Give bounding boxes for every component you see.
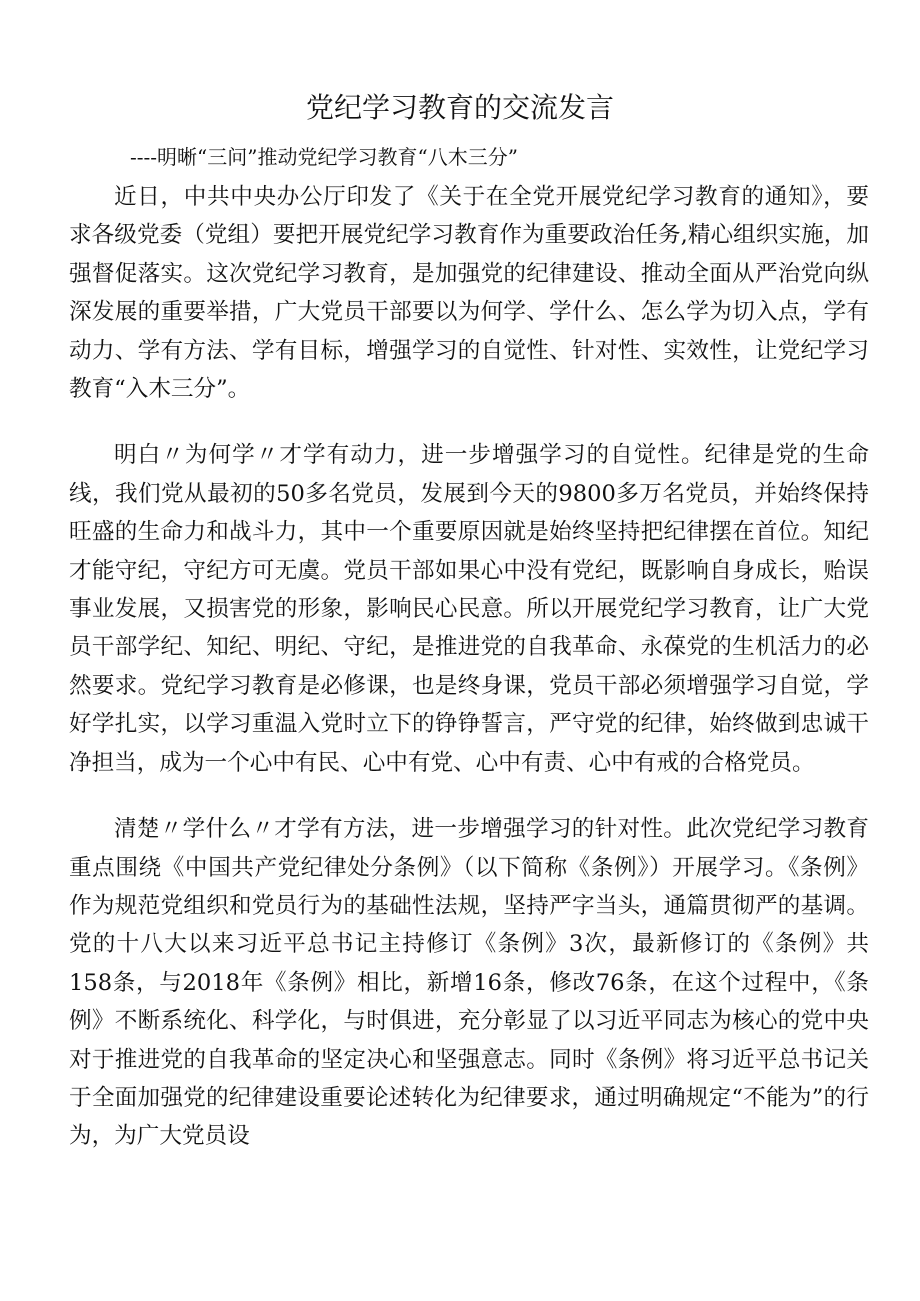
- document-subtitle: ----明晰“三问”推动党纪学习教育“八木三分”: [130, 145, 518, 169]
- document-title: 党纪学习教育的交流发言: [305, 91, 614, 124]
- paragraph: 近日，中共中央办公厅印发了《关于在全党开展党纪学习教育的通知》，要求各级党委（党组）要把开展党纪学习教育作为重要政治任务,精心组织实施，加强督促落实。这次党纪学习教育，是加强党的纪律建设、推动全面从严治党向纵深发展的重要举措，广大党员干部要以为何学、学什么、怎么学为切入点，学有动力、学有方法、学有目标，增强学习的自觉性、针对性、实效性，让党纪学习教育“入木三分”。: [69, 184, 869, 403]
- paragraph: 明白〃为何学〃才学有动力，进一步增强学习的自觉性。纪律是党的生命线，我们党从最初的50多名党员，发展到今天的9800多万名党员，并始终保持旺盛的生命力和战斗力，其中一个重要原因就是始终坚持把纪律摆在首位。知纪才能守纪，守纪方可无虞。党员干部如果心中没有党纪，既影响自身成长，贻误事业发展，又损害党的形象，影响民心民意。所以开展党纪学习教育，让广大党员干部学纪、知纪、明纪、守纪，是推进党的自我革命、永葆党的生机活力的必然要求。党纪学习教育是必修课，也是终身课，党员干部必须增强学习自觉，学好学扎实，以学习重温入党时立下的铮铮誓言，严守党的纪律，始终做到忠诚干净担当，成为一个心中有民、心中有党、心中有责、心中有戒的合格党员。: [69, 442, 869, 776]
- document-body: [69, 178, 869, 1156]
- paragraph: 清楚〃学什么〃才学有方法，进一步增强学习的针对性。此次党纪学习教育重点围绕《中国共产党纪律处分条例》（以下简称《条例》）开展学习。《条例》作为规范党组织和党员行为的基础性法规，坚持严字当头，通篇贯彻严的基调。党的十八大以来习近平总书记主持修订《条例》3次，最新修订的《条例》共158条，与2018年《条例》相比，新增16条，修改76条，在这个过程中，《条例》不断系统化、科学化，与时俱进，充分彰显了以习近平同志为核心的党中央对于推进党的自我革命的坚定决心和坚强意志。同时《条例》将习近平总书记关于全面加强党的纪律建设重要论述转化为纪律要求，通过明确规定“不能为”的行为，为广大党员设: [69, 816, 869, 1150]
